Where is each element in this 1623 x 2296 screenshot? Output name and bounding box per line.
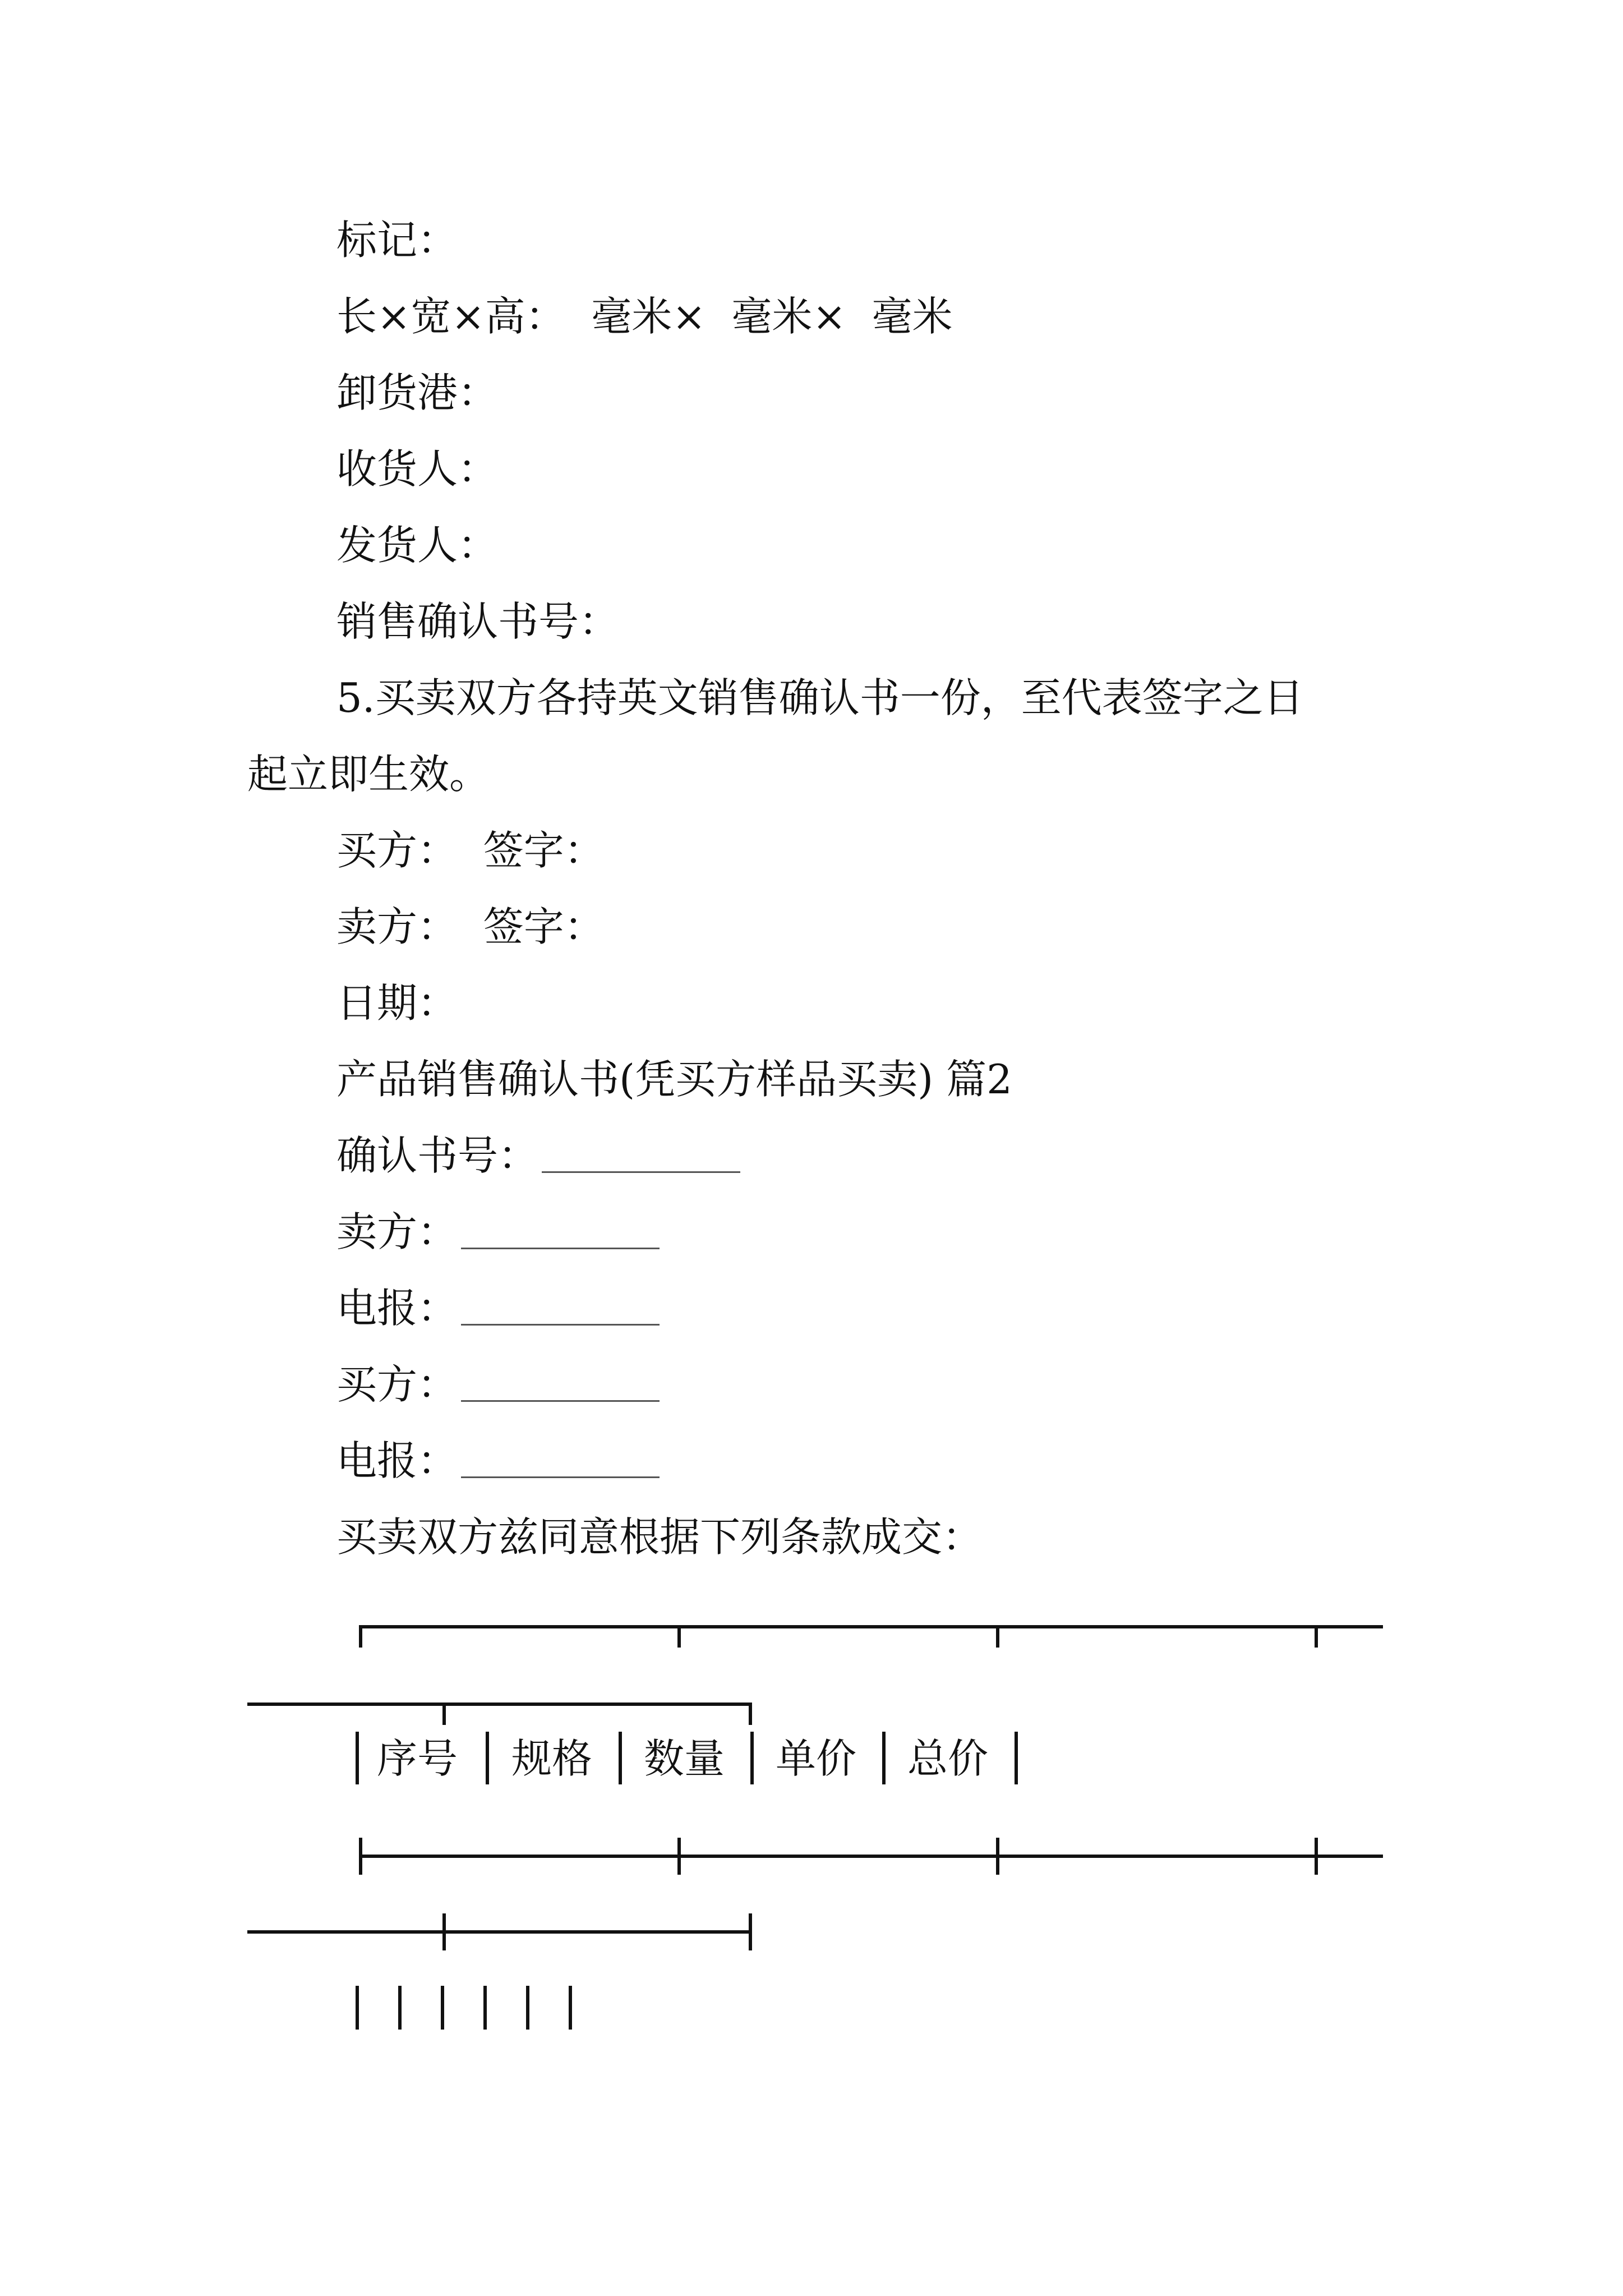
field-dimensions: 长×宽×高： 毫米× 毫米× 毫米 [336, 293, 953, 340]
buyer-blank [461, 1400, 660, 1402]
table-header-total-price: 总价 [907, 1735, 989, 1782]
table-header-unit-price: 单价 [776, 1735, 857, 1782]
confirmation-no-row [336, 1128, 740, 1184]
table-header-spec: 规格 [511, 1735, 593, 1782]
seller-blank [461, 1248, 660, 1249]
agreement-text: 买卖双方兹同意根据下列条款成交： [336, 1513, 983, 1561]
table-header-index: 序号 [377, 1735, 458, 1782]
clause-5-line-1: 5.买卖双方各持英文销售确认书一份，至代表签字之日 [336, 674, 1304, 721]
date-line: 日期： [336, 979, 458, 1027]
field-discharge-port: 卸货港： [336, 369, 499, 416]
buyer-label: 买方： [336, 1361, 458, 1408]
buyer-row [336, 1356, 660, 1412]
section-title: 产品销售确认书(凭买方样品买卖) 篇2 [336, 1056, 1012, 1103]
confirmation-no-blank [542, 1171, 740, 1173]
field-shipper: 发货人： [336, 522, 499, 569]
table-header-quantity: 数量 [644, 1735, 725, 1782]
seller-telegram-row [336, 1280, 660, 1336]
seller-row [336, 1204, 660, 1260]
seller-telegram-blank [461, 1324, 660, 1326]
field-mark: 标记： [336, 217, 458, 264]
buyer-telegram-row [336, 1433, 660, 1489]
seller-signature-line: 卖方： 签字： [336, 903, 605, 950]
buyer-telegram-label: 电报： [336, 1437, 458, 1484]
buyer-telegram-blank [461, 1476, 660, 1478]
field-consignee: 收货人： [336, 445, 499, 493]
seller-label: 卖方： [336, 1208, 458, 1255]
buyer-signature-line: 买方： 签字： [336, 827, 605, 874]
seller-telegram-label: 电报： [336, 1285, 458, 1332]
confirmation-no-label: 确认书号： [336, 1132, 539, 1179]
field-sales-confirmation-no: 销售确认书号： [336, 598, 620, 645]
clause-5-line-2: 起立即生效。 [247, 751, 490, 798]
